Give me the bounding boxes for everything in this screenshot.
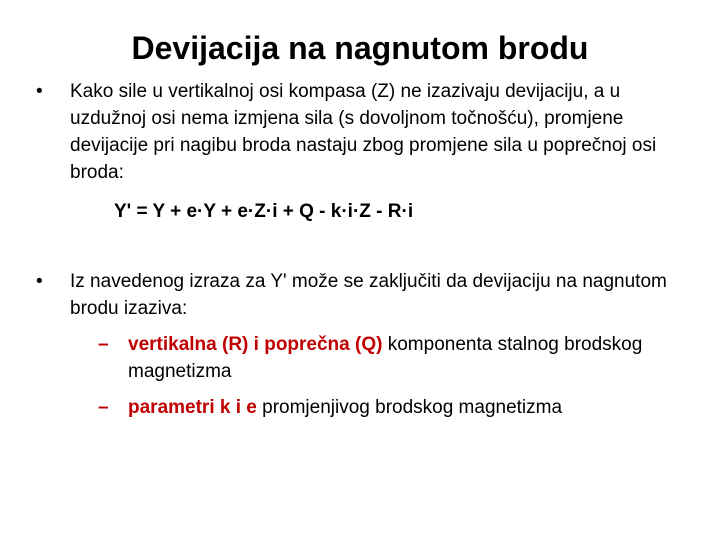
sub-item-1 xyxy=(98,331,658,385)
highlight-text: parametri k i e xyxy=(128,397,257,418)
bullet-marker: • xyxy=(36,81,43,102)
dash-marker: – xyxy=(98,334,109,355)
highlight-text: vertikalna (R) i poprečna (Q) xyxy=(128,334,383,355)
sub-item-rest-text: komponenta stalnog brodskog magnetizma xyxy=(128,334,643,382)
formula: Y' = Y + e·Y + e·Z·i + Q - k·i·Z - R·i xyxy=(114,201,414,222)
bullet-text-1: Kako sile u vertikalnoj osi kompasa (Z) ne izazivaju devijaciju, a u uzdužnoj osi nema izmjena sila (s dovoljnom točnošću), promjene devijacije pri nagibu broda nastaju zbog promjene sila u poprečnoj osi broda: xyxy=(70,81,657,183)
sub-item-rest-text: promjenjivog brodskog magnetizma xyxy=(256,397,563,418)
sub-item-text-1 xyxy=(128,331,658,385)
sub-item-2 xyxy=(98,394,658,421)
bullet-text-2: Iz navedenog izraza za Y' može se zaključiti da devijaciju na nagnutom brodu izaziva: xyxy=(70,271,667,319)
sub-item-text-2 xyxy=(128,394,658,421)
dash-marker: – xyxy=(98,397,109,418)
slide-title: Devijacija na nagnutom brodu xyxy=(131,30,589,66)
bullet-item-1 xyxy=(36,78,696,186)
bullet-marker: • xyxy=(36,271,43,292)
bullet-item-2 xyxy=(36,268,696,322)
